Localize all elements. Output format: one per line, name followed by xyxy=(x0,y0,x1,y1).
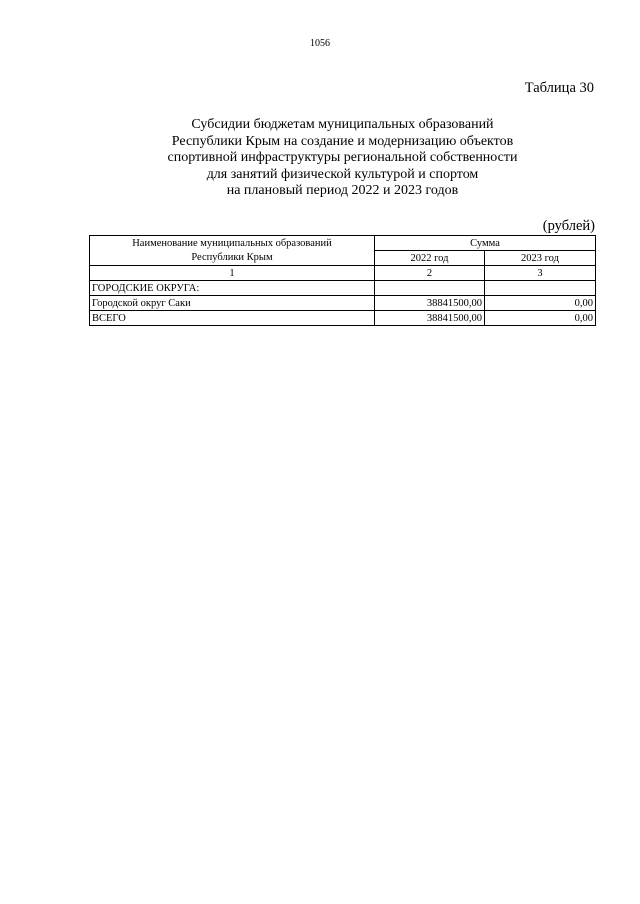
header-name-line2: Республики Крым xyxy=(90,251,375,266)
document-title xyxy=(90,117,595,200)
row-value-2022: 38841500,00 xyxy=(375,296,485,311)
table-header-row xyxy=(90,251,596,266)
units-label: (рублей) xyxy=(542,218,595,234)
table-row xyxy=(90,296,596,311)
header-year-2022: 2022 год xyxy=(375,251,485,266)
row-name: Городской округ Саки xyxy=(90,296,375,311)
section-row xyxy=(90,281,596,296)
title-line: Республики Крым на создание и модернизацию объектов xyxy=(171,133,514,149)
page-number: 1056 xyxy=(310,38,330,49)
title-line: для занятий физической культурой и спортом xyxy=(206,166,479,182)
subsidies-table xyxy=(89,235,596,326)
empty-cell xyxy=(485,281,596,296)
header-sum: Сумма xyxy=(375,236,596,251)
total-label: ВСЕГО xyxy=(90,311,375,326)
column-numbers-row xyxy=(90,266,596,281)
total-value-2023: 0,00 xyxy=(485,311,596,326)
row-value-2023: 0,00 xyxy=(485,296,596,311)
column-number: 3 xyxy=(485,266,596,281)
section-label: ГОРОДСКИЕ ОКРУГА: xyxy=(90,281,375,296)
total-value-2022: 38841500,00 xyxy=(375,311,485,326)
table-label: Таблица 30 xyxy=(524,80,594,96)
column-number: 2 xyxy=(375,266,485,281)
title-line: Субсидии бюджетам муниципальных образований xyxy=(191,117,494,132)
table-header-row xyxy=(90,236,596,251)
column-number: 1 xyxy=(90,266,375,281)
empty-cell xyxy=(375,281,485,296)
header-name-line1: Наименование муниципальных образований xyxy=(90,236,375,251)
header-year-2023: 2023 год xyxy=(485,251,596,266)
title-line: спортивной инфраструктуры региональной собственности xyxy=(167,150,518,166)
total-row xyxy=(90,311,596,326)
title-line: на плановый период 2022 и 2023 годов xyxy=(226,183,459,199)
